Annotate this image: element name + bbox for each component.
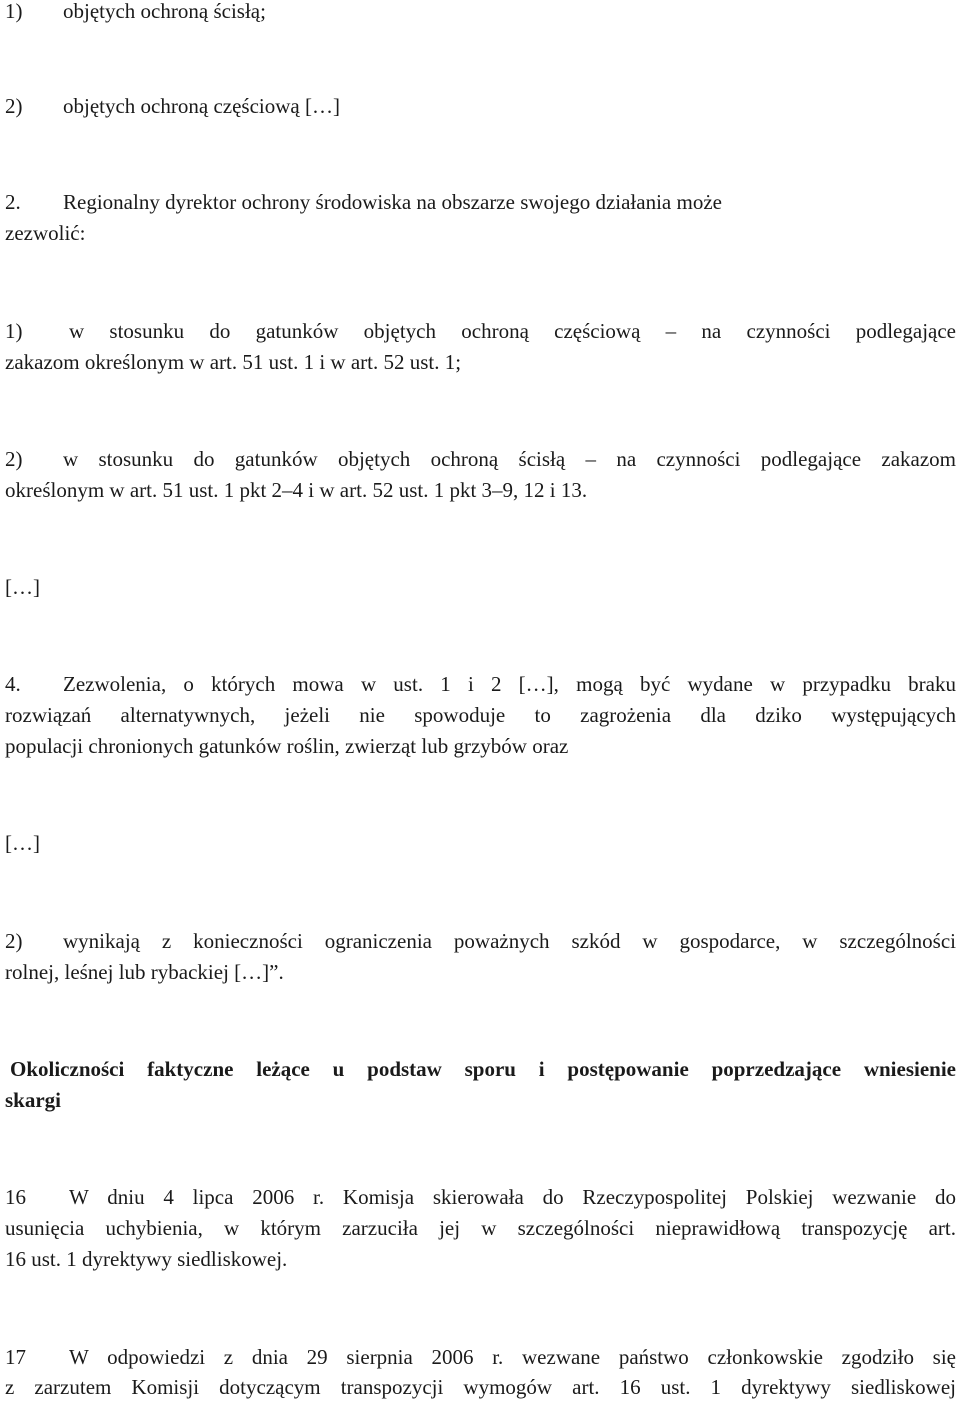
item-text-line: w stosunku do gatunków objętych ochroną ścisłą – na czynności podlegające zakazom <box>63 447 956 471</box>
item-text-line: rolnej, leśnej lub rybackiej […]”. <box>5 960 284 984</box>
section-paragraph <box>5 669 956 700</box>
item-number: 2) <box>5 447 23 471</box>
list-item <box>5 444 956 475</box>
section-heading: Okoliczności faktyczne leżące u podstaw sporu i postępowanie poprzedzające wniesienie <box>10 1057 956 1081</box>
item-text-line: określonym w art. 51 ust. 1 pkt 2–4 i w art. 52 ust. 1 pkt 3–9, 12 i 13. <box>5 478 588 502</box>
list-item <box>5 0 956 27</box>
section-text-line: Zezwolenia, o których mowa w ust. 1 i 2 […], mogą być wydane w przypadku braku <box>63 672 956 696</box>
paragraph-number: 16 <box>5 1185 26 1209</box>
numbered-paragraph <box>5 1182 956 1213</box>
section-text-line: rozwiązań alternatywnych, jeżeli nie spowoduje to zagrożenia dla dziko występujących <box>5 703 956 727</box>
item-text: objętych ochroną ścisłą; <box>63 0 266 23</box>
paragraph-text-line: z zarzutem Komisji dotyczącym transpozycji wymogów art. 16 ust. 1 dyrektywy siedliskowej <box>5 1375 956 1399</box>
paragraph-text-line: W odpowiedzi z dnia 29 sierpnia 2006 r. wezwane państwo członkowskie zgodziło się <box>69 1345 956 1369</box>
paragraph-text-line: usunięcia uchybienia, w którym zarzuciła jej w szczególności nieprawidłową transpozycję art. <box>5 1216 956 1240</box>
omission-marker: […] <box>5 831 40 855</box>
paragraph-number: 17 <box>5 1345 26 1369</box>
item-number: 2) <box>5 929 23 953</box>
section-paragraph <box>5 187 956 218</box>
list-item <box>5 926 956 957</box>
item-text-line: wynikają z konieczności ograniczenia poważnych szkód w gospodarce, w szczególności <box>63 929 956 953</box>
paragraph-text-line: W dniu 4 lipca 2006 r. Komisja skierowała do Rzeczypospolitej Polskiej wezwanie do <box>69 1185 956 1209</box>
item-number: 2) <box>5 94 23 118</box>
section-text-line: Regionalny dyrektor ochrony środowiska na obszarze swojego działania może <box>63 190 722 214</box>
section-text-line: populacji chronionych gatunków roślin, zwierząt lub grzybów oraz <box>5 734 569 758</box>
list-item <box>5 91 956 122</box>
numbered-paragraph <box>5 1342 956 1373</box>
item-number: 1) <box>5 0 23 23</box>
section-number: 2. <box>5 190 21 214</box>
item-text-line: zakazom określonym w art. 51 ust. 1 i w art. 52 ust. 1; <box>5 350 462 374</box>
omission-marker: […] <box>5 575 40 599</box>
section-number: 4. <box>5 672 21 696</box>
list-item <box>5 316 956 347</box>
item-text: objętych ochroną częściową […] <box>63 94 340 118</box>
section-heading: skargi <box>5 1088 62 1112</box>
item-number: 1) <box>5 319 23 343</box>
paragraph-text-line: 16 ust. 1 dyrektywy siedliskowej. <box>5 1247 288 1271</box>
section-text-line: zezwolić: <box>5 221 86 245</box>
item-text-line: w stosunku do gatunków objętych ochroną częściową – na czynności podlegające <box>69 319 956 343</box>
